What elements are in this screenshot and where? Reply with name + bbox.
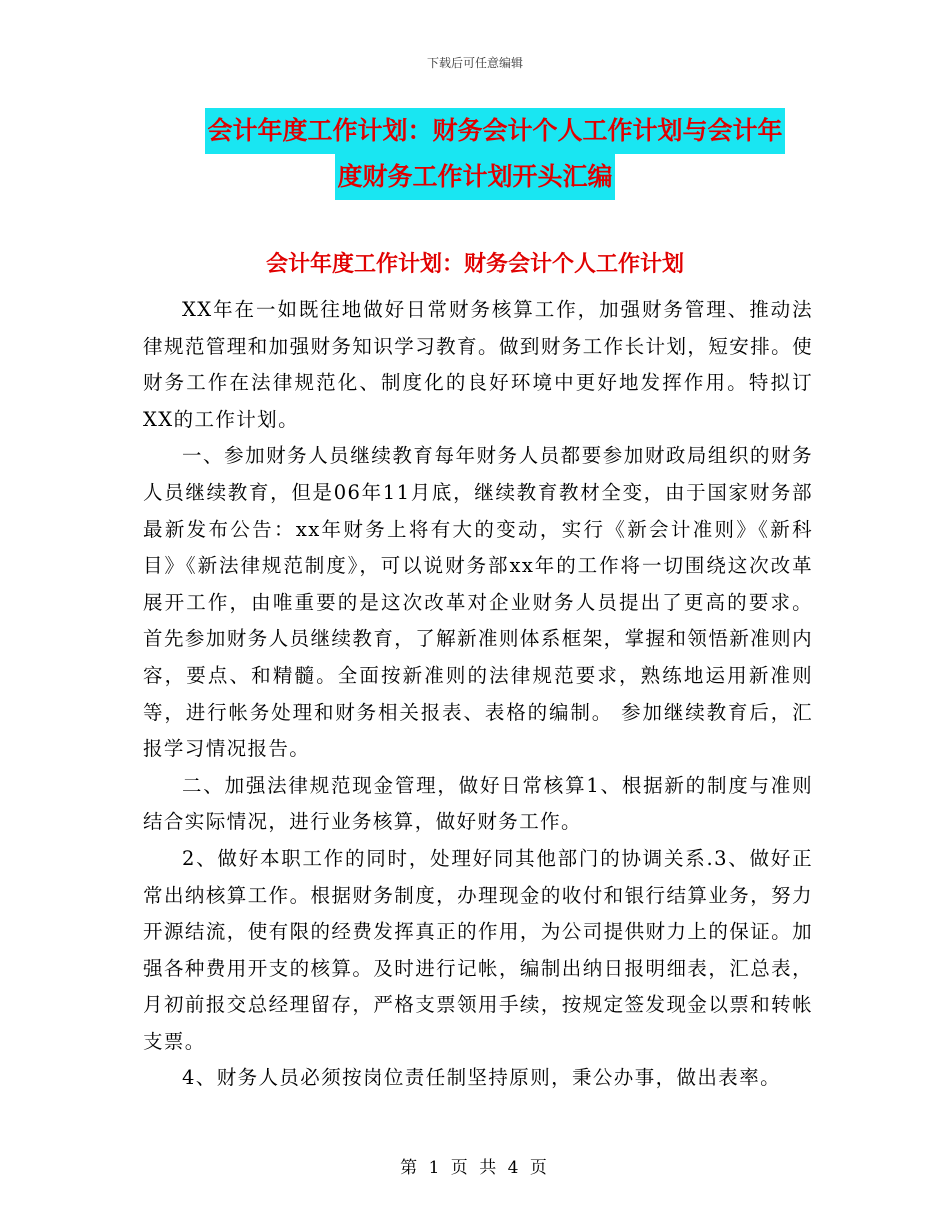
document-title [0, 108, 950, 200]
paragraph: 二、加强法律规范现金管理，做好日常核算1、根据新的制度与准则结合实际情况，进行业务核算，做好财务工作。 [143, 773, 813, 834]
body-text [143, 292, 813, 1097]
paragraph: 一、参加财务人员继续教育每年财务人员都要参加财政局组织的财务人员继续教育，但是06年11月底，继续教育教材全变，由于国家财务部最新发布公告：xx年财务上将有大的变动，实行《新会计准则》《新科目》《新法律规范制度》，可以说财务部xx年的工作将一切围绕这次改革展开工作，由唯重要的是这次改革对企业财务人员提出了更高的要求。 首先参加财务人员继续教育，了解新准则体系框架，掌握和领悟新准则内容，要点、和精髓。全面按新准则的法律规范要求，熟练地运用新准则等，进行帐务处理和财务相关报表、表格的编制。 参加继续教育后，汇报学习情况报告。 [143, 444, 813, 761]
paragraph: XX年在一如既往地做好日常财务核算工作，加强财务管理、推动法律规范管理和加强财务知识学习教育。做到财务工作长计划，短安排。使财务工作在法律规范化、制度化的良好环境中更好地发挥作用。特拟订XX的工作计划。 [143, 298, 813, 431]
page-footer: 第 1 页 共 4 页 [400, 1158, 550, 1178]
section-title: 会计年度工作计划：财务会计个人工作计划 [265, 252, 684, 277]
document-title-line-2: 度财务工作计划开头汇编 [335, 154, 614, 200]
paragraph: 4、财务人员必须按岗位责任制坚持原则，秉公办事，做出表率。 [182, 1066, 782, 1090]
document-title-line-1: 会计年度工作计划：财务会计个人工作计划与会计年 [205, 108, 784, 154]
paragraph: 2、做好本职工作的同时，处理好同其他部门的协调关系.3、做好正常出纳核算工作。根据财务制度，办理现金的收付和银行结算业务，努力开源结流，使有限的经费发挥真正的作用，为公司提供财力上的保证。加强各种费用开支的核算。及时进行记帐，编制出纳日报明细表，汇总表，月初前报交总经理留存，严格支票领用手续，按规定签发现金以票和转帐支票。 [143, 846, 813, 1053]
header-note: 下载后可任意编辑 [426, 56, 523, 70]
